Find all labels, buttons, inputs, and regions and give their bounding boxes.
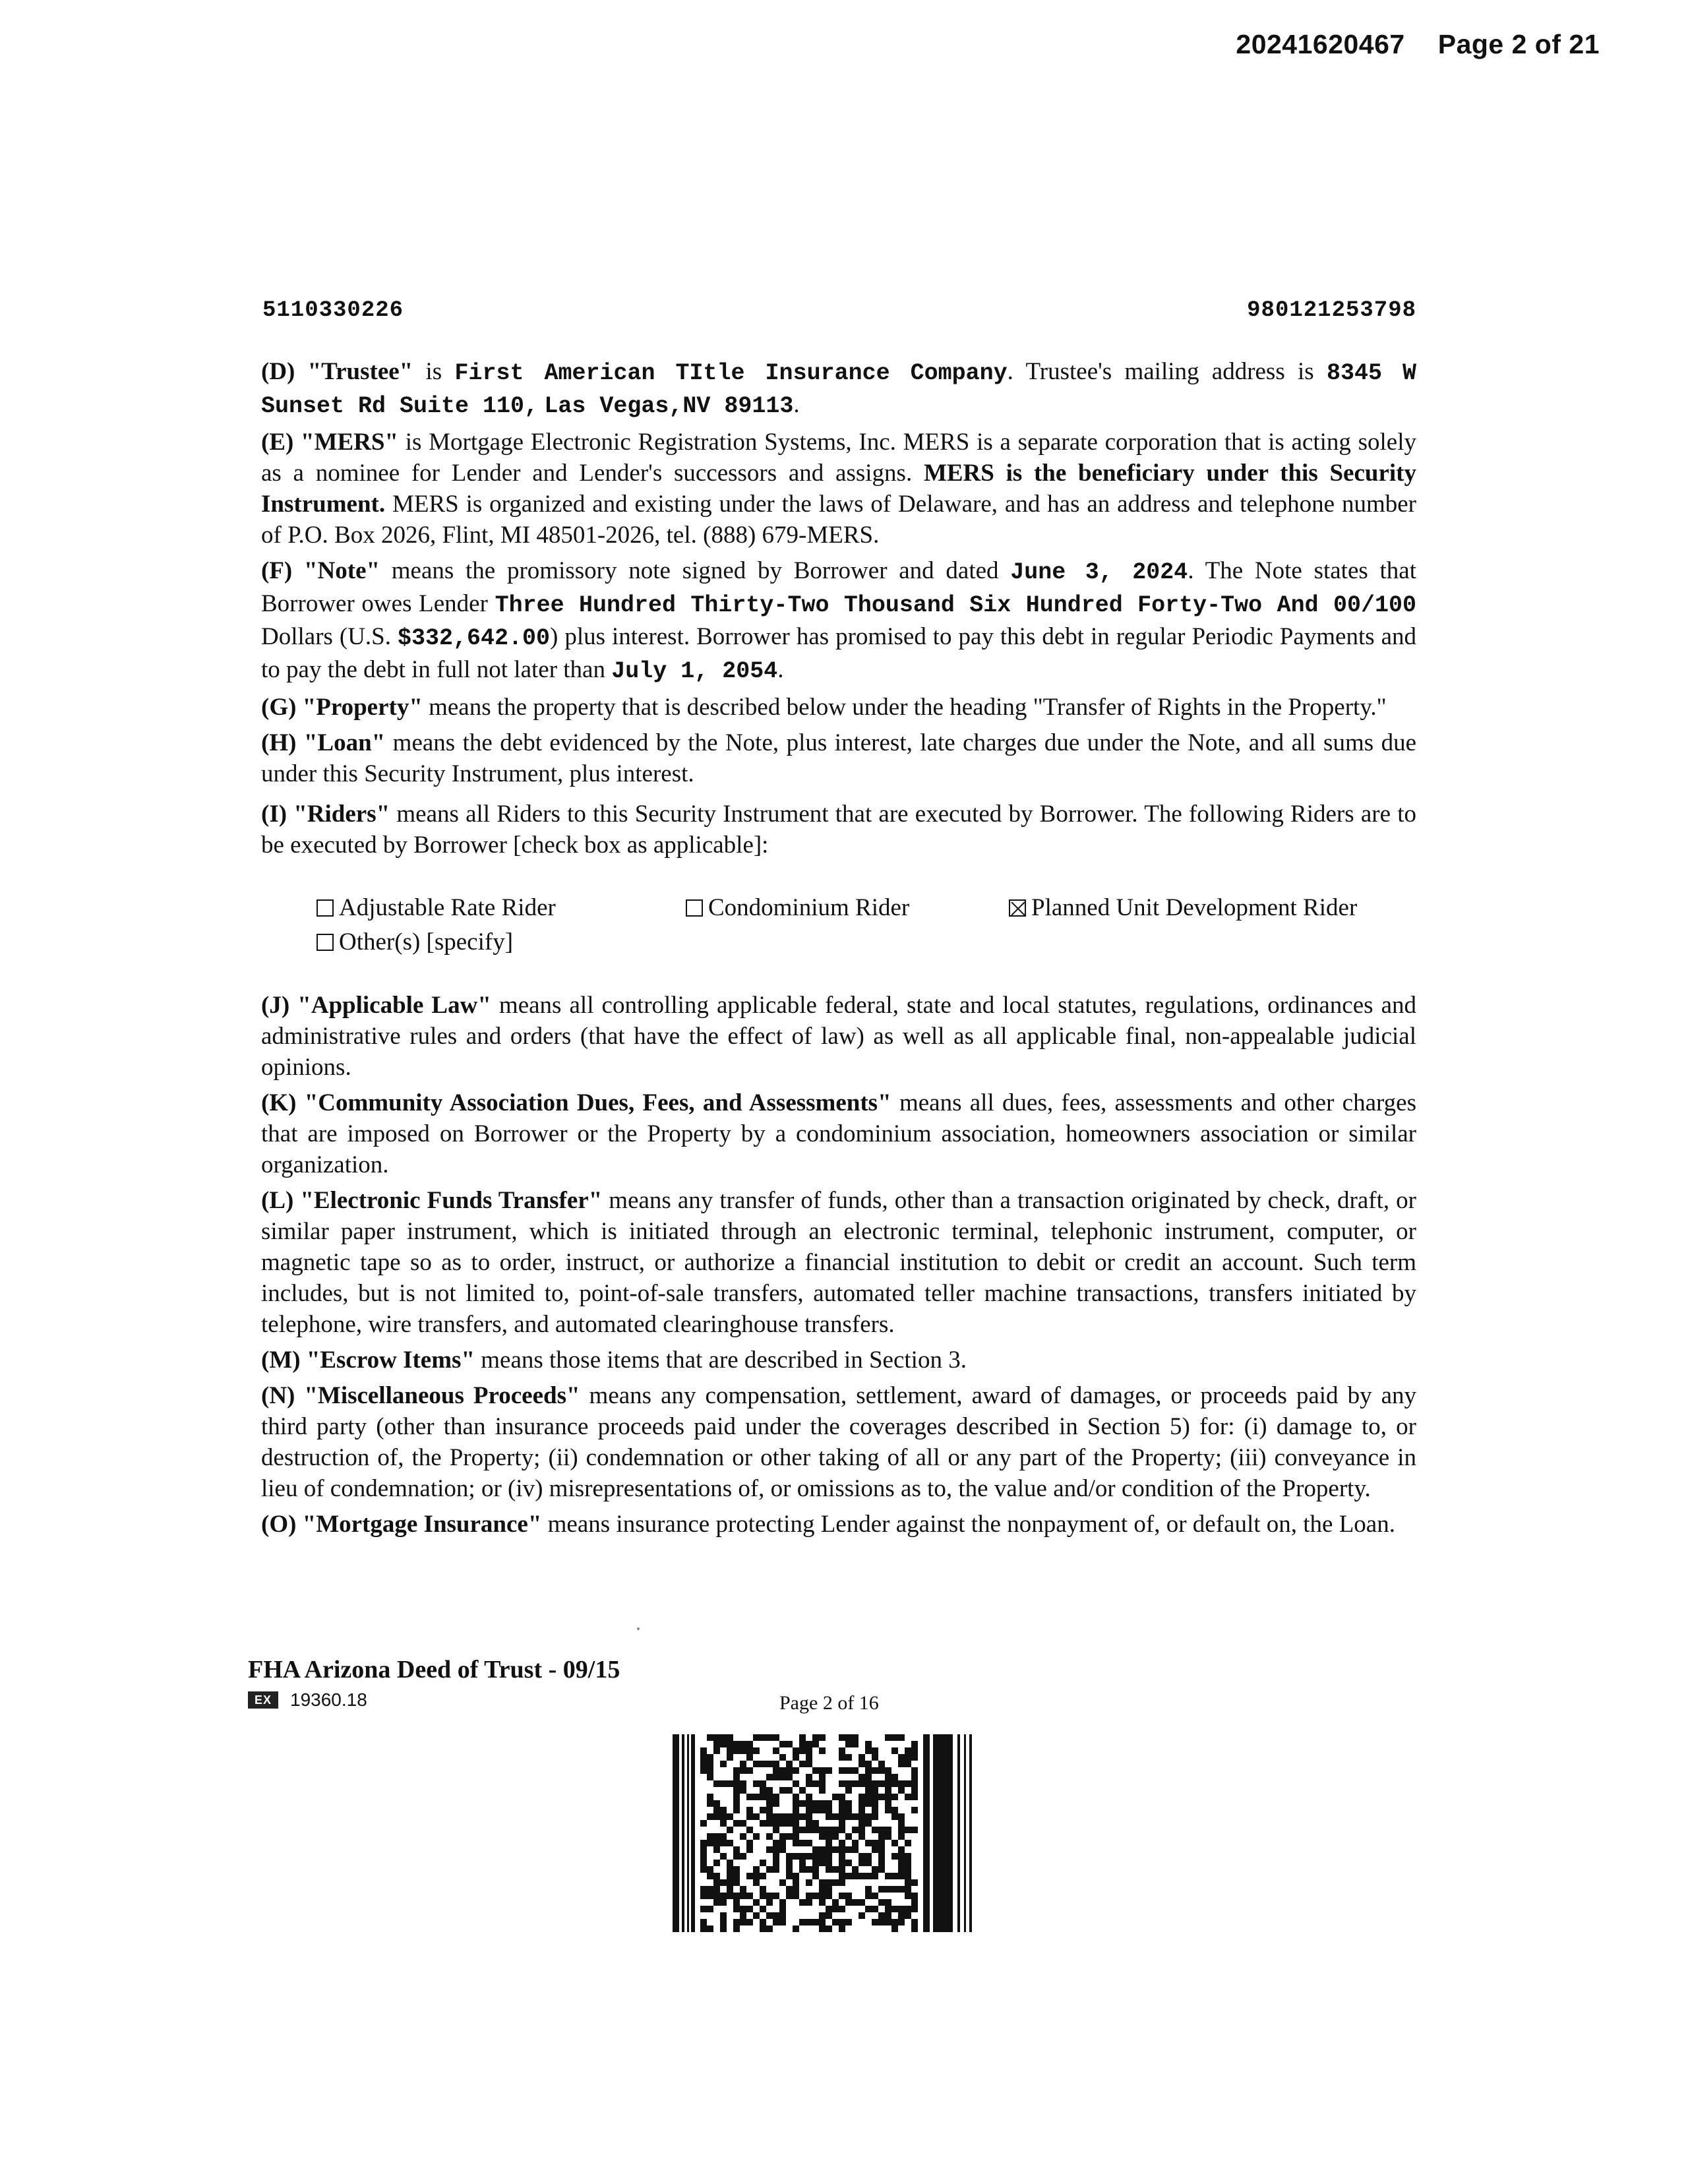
definition-n — [261, 1380, 1416, 1504]
checkbox-checked-icon — [1009, 899, 1026, 917]
definition-text: means the debt evidenced by the Note, plus interest, late charges due under the Note, and all sums due under this Security Instrument, plus interest. — [261, 729, 1416, 787]
rider-planned-unit-development — [1009, 891, 1357, 925]
trustee-name: First American TItle Insurance Company — [454, 360, 1008, 386]
definition-h — [261, 727, 1416, 789]
definition-m — [261, 1345, 1416, 1376]
form-code: 19360.18 — [290, 1689, 367, 1710]
definition-label: (K) "Community Association Dues, Fees, and Assessments" — [261, 1089, 891, 1116]
definition-text: . Trustee's mailing address is — [1007, 358, 1327, 385]
ellie-mae-logo-icon: EX — [248, 1691, 278, 1709]
checkbox-unchecked-icon — [316, 934, 334, 951]
definition-d — [261, 356, 1416, 422]
rider-label: Condominium Rider — [708, 894, 910, 921]
definition-label: (D) "Trustee" — [261, 358, 413, 385]
definition-label: (I) "Riders" — [261, 801, 390, 828]
definition-i — [261, 799, 1416, 861]
definition-label: (H) "Loan" — [261, 729, 386, 756]
definition-text: . The Note states that Borrower owes Lender — [261, 557, 1416, 617]
definition-k — [261, 1087, 1416, 1180]
note-date: June 3, 2024 — [1010, 559, 1188, 586]
definition-label: (J) "Applicable Law" — [261, 992, 491, 1019]
definition-text: means the promissory note signed by Borrower and dated — [380, 557, 1011, 584]
maturity-date: July 1, 2054 — [611, 658, 778, 684]
rider-label: Planned Unit Development Rider — [1031, 894, 1358, 921]
definition-label: (G) "Property" — [261, 694, 423, 721]
definition-text: means those items that are described in Section 3. — [475, 1347, 967, 1374]
definition-text: is — [413, 358, 455, 385]
barcode-icon — [673, 1734, 982, 1932]
definition-label: (E) "MERS" — [261, 429, 399, 456]
rider-other — [316, 925, 686, 959]
loan-id-right: 980121253798 — [1247, 298, 1416, 323]
trustee-address-street: 8345 W Sunset Rd Suite 110, — [261, 360, 1416, 419]
definition-label: (F) "Note" — [261, 557, 380, 584]
definition-text: ) plus interest. Borrower has promised to pay this debt in regular Periodic Payments and to pay the debt in full not later than — [261, 623, 1417, 683]
definition-text: means insurance protecting Lender against the nonpayment of, or default on, the Loan. — [541, 1511, 1395, 1538]
definition-l — [261, 1185, 1416, 1340]
loan-ids — [262, 298, 1416, 323]
definition-text: Dollars (U.S. — [261, 623, 398, 650]
loan-amount: $332,642.00 — [397, 625, 551, 652]
recording-header — [1236, 29, 1600, 60]
definition-text: means the property that is described below under the heading "Transfer of Rights in the Property." — [422, 694, 1387, 721]
definition-text: means any transfer of funds, other than a transaction originated by check, draft, or similar paper instrument, which is initiated through an electronic terminal, telephonic instrument, computer, or magnetic tape so as to order, instruct, or authorize a financial institution to debit or credit an account. Such term includes, but is not limited to, point-of-sale transfers, automated teller machine transactions, transfers initiated by telephone, wire transfers, and automated clearinghouse transfers. — [261, 1187, 1417, 1338]
loan-id-left: 5110330226 — [262, 298, 404, 323]
definition-label: (L) "Electronic Funds Transfer" — [261, 1187, 603, 1214]
definition-text: means all Riders to this Security Instrument that are executed by Borrower. The following Riders are to be executed by Borrower [check box as applicable]: — [261, 801, 1416, 859]
form-footer — [248, 1655, 620, 1711]
riders-checklist — [316, 891, 1416, 959]
checkbox-unchecked-icon — [316, 899, 334, 917]
definition-text: means all dues, fees, assessments and other charges that are imposed on Borrower or the Property by a condominium association, homeowners association or similar organization. — [261, 1089, 1417, 1178]
definition-text: . — [777, 656, 784, 683]
loan-amount-words: Three Hundred Thirty-Two Thousand Six Hundred Forty-Two And 00/100 — [495, 592, 1417, 619]
definition-text: means all controlling applicable federal, state and local statutes, regulations, ordinances and administrative rules and orders (that have the effect of law) as well as all applicable final, non-appealable judicial opinions. — [261, 992, 1417, 1081]
definition-text: . — [793, 391, 800, 418]
mers-beneficiary-statement: MERS is the beneficiary under this Security Instrument. — [261, 460, 1416, 518]
definition-o — [261, 1509, 1416, 1540]
definition-text: is Mortgage Electronic Registration Systems, Inc. MERS is a separate corporation that is acting solely as a nominee for Lender and Lender's successors and assigns. — [261, 429, 1416, 487]
page-number: Page 2 of 16 — [779, 1692, 879, 1714]
document-body — [261, 356, 1416, 1544]
definition-e — [261, 427, 1416, 551]
definition-text: MERS is organized and existing under the laws of Delaware, and has an address and telephone number of P.O. Box 2026, Flint, MI 48501-2026, tel. (888) 679-MERS. — [261, 491, 1416, 549]
definition-label: (M) "Escrow Items" — [261, 1347, 475, 1374]
definition-text: means any compensation, settlement, award of damages, or proceeds paid by any third party (other than insurance proceeds paid under the coverages described in Section 5) for: (i) damage to, or destruction of, the Property; (ii) condemnation or other taking of all or any part of the Property; (iii) conveyance in lieu of condemnation; or (iv) misrepresentations of, or omissions as to, the value and/or condition of the Property. — [261, 1382, 1416, 1502]
scan-speck — [637, 1627, 640, 1630]
definition-label: (O) "Mortgage Insurance" — [261, 1511, 542, 1538]
definition-f — [261, 555, 1416, 687]
definition-g — [261, 692, 1416, 723]
rider-condominium — [686, 891, 1009, 925]
form-title: FHA Arizona Deed of Trust - 09/15 — [248, 1656, 620, 1684]
rider-label: Other(s) [specify] — [339, 928, 514, 956]
trustee-address-city: Las Vegas,NV 89113 — [544, 393, 794, 419]
recording-number: 20241620467 — [1236, 29, 1405, 59]
rider-label: Adjustable Rate Rider — [339, 894, 556, 921]
checkbox-unchecked-icon — [686, 899, 703, 917]
definition-label: (N) "Miscellaneous Proceeds" — [261, 1382, 580, 1409]
definition-j — [261, 990, 1416, 1083]
rider-adjustable-rate — [316, 891, 686, 925]
recording-page-label: Page 2 of 21 — [1437, 29, 1600, 59]
form-code-line — [248, 1689, 620, 1711]
